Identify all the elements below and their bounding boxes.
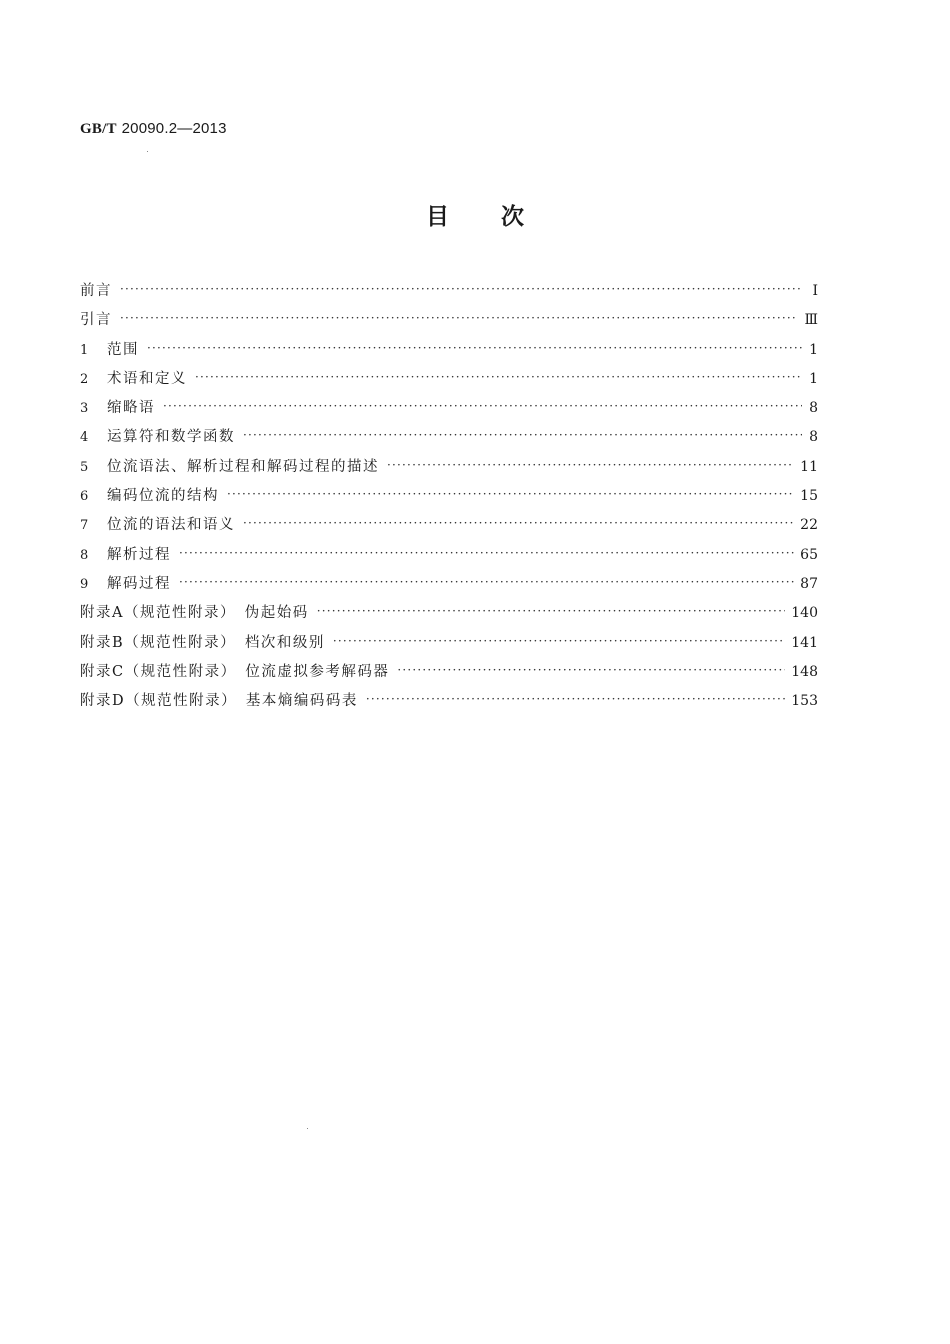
- toc-label: 解析过程: [107, 546, 171, 563]
- toc-page-number: 8: [809, 400, 818, 417]
- toc-section-number: 9: [80, 576, 89, 592]
- toc-page-number: 65: [800, 546, 818, 563]
- toc-section-number: 5: [80, 459, 89, 475]
- toc-section-number: 3: [80, 401, 89, 417]
- toc-section-number: 1: [80, 342, 89, 358]
- toc-entry-5[interactable]: [80, 453, 818, 482]
- toc-entry-foreword[interactable]: [80, 277, 818, 306]
- toc-page-number: 8: [809, 429, 818, 446]
- toc-leader-dots: [147, 334, 802, 363]
- toc-entry-appendix-b[interactable]: [80, 629, 818, 658]
- standard-code: [80, 119, 227, 138]
- toc-label: 解码过程: [107, 575, 171, 592]
- scan-speck: [307, 1128, 308, 1129]
- toc-page-number: 87: [800, 575, 818, 592]
- toc-entry-9[interactable]: [80, 570, 818, 599]
- toc-label: 缩略语: [107, 400, 155, 417]
- toc-page-number: 15: [800, 488, 818, 505]
- toc-label: 前言: [80, 283, 112, 299]
- toc-page-number: 140: [791, 605, 818, 622]
- toc-label: 附录D（规范性附录） 基本熵编码码表: [80, 693, 358, 710]
- toc-leader-dots: [333, 627, 785, 656]
- toc-label: 运算符和数学函数: [107, 429, 235, 446]
- page-title: 目次: [426, 204, 576, 230]
- toc-page-number: Ⅲ: [804, 312, 818, 329]
- toc-page-number: 22: [800, 517, 818, 534]
- toc-entry-7[interactable]: [80, 511, 818, 540]
- toc-section-number: 4: [80, 430, 89, 446]
- toc-section-number: 2: [80, 371, 89, 387]
- table-of-contents: [80, 277, 818, 716]
- toc-leader-dots: [195, 363, 802, 392]
- toc-entry-1[interactable]: [80, 336, 818, 365]
- toc-page-number: 148: [791, 663, 818, 680]
- toc-leader-dots: [397, 656, 785, 685]
- toc-label: 范围: [107, 341, 139, 358]
- toc-page-number: 1: [809, 370, 818, 387]
- toc-leader-dots: [120, 275, 802, 304]
- toc-entry-appendix-a[interactable]: [80, 599, 818, 628]
- toc-label: 附录B（规范性附录） 档次和级别: [80, 634, 325, 651]
- toc-entry-introduction[interactable]: [80, 306, 818, 335]
- toc-leader-dots: [163, 392, 802, 421]
- toc-section-number: 6: [80, 489, 89, 505]
- toc-label: 术语和定义: [107, 370, 187, 387]
- toc-entry-3[interactable]: [80, 394, 818, 423]
- toc-label: 编码位流的结构: [107, 488, 219, 505]
- standard-prefix: GB/T: [80, 121, 117, 137]
- toc-section-number: 8: [80, 547, 89, 563]
- toc-page-number: 1: [809, 341, 818, 358]
- toc-label: 附录C（规范性附录） 位流虚拟参考解码器: [80, 663, 390, 680]
- toc-leader-dots: [387, 451, 794, 480]
- toc-leader-dots: [366, 685, 785, 714]
- toc-entry-8[interactable]: [80, 541, 818, 570]
- toc-entry-2[interactable]: [80, 365, 818, 394]
- toc-leader-dots: [120, 304, 798, 333]
- toc-leader-dots: [317, 597, 786, 626]
- toc-entry-4[interactable]: [80, 423, 818, 452]
- toc-leader-dots: [227, 480, 794, 509]
- toc-leader-dots: [243, 421, 802, 450]
- toc-entry-appendix-d[interactable]: [80, 687, 818, 716]
- toc-leader-dots: [179, 539, 794, 568]
- toc-entry-6[interactable]: [80, 482, 818, 511]
- toc-entry-appendix-c[interactable]: [80, 658, 818, 687]
- standard-number: 20090.2—2013: [121, 120, 227, 137]
- scan-speck: [147, 151, 148, 152]
- toc-section-number: 7: [80, 518, 89, 534]
- toc-label: 附录A（规范性附录） 伪起始码: [80, 605, 309, 622]
- toc-page-number: Ⅰ: [812, 283, 818, 299]
- toc-leader-dots: [179, 568, 794, 597]
- toc-page-number: 141: [791, 634, 818, 651]
- toc-page-number: 153: [791, 693, 818, 710]
- toc-label: 引言: [80, 312, 112, 329]
- toc-label: 位流语法、解析过程和解码过程的描述: [107, 458, 379, 475]
- toc-label: 位流的语法和语义: [107, 517, 235, 534]
- toc-page-number: 11: [800, 458, 818, 475]
- toc-leader-dots: [243, 509, 794, 538]
